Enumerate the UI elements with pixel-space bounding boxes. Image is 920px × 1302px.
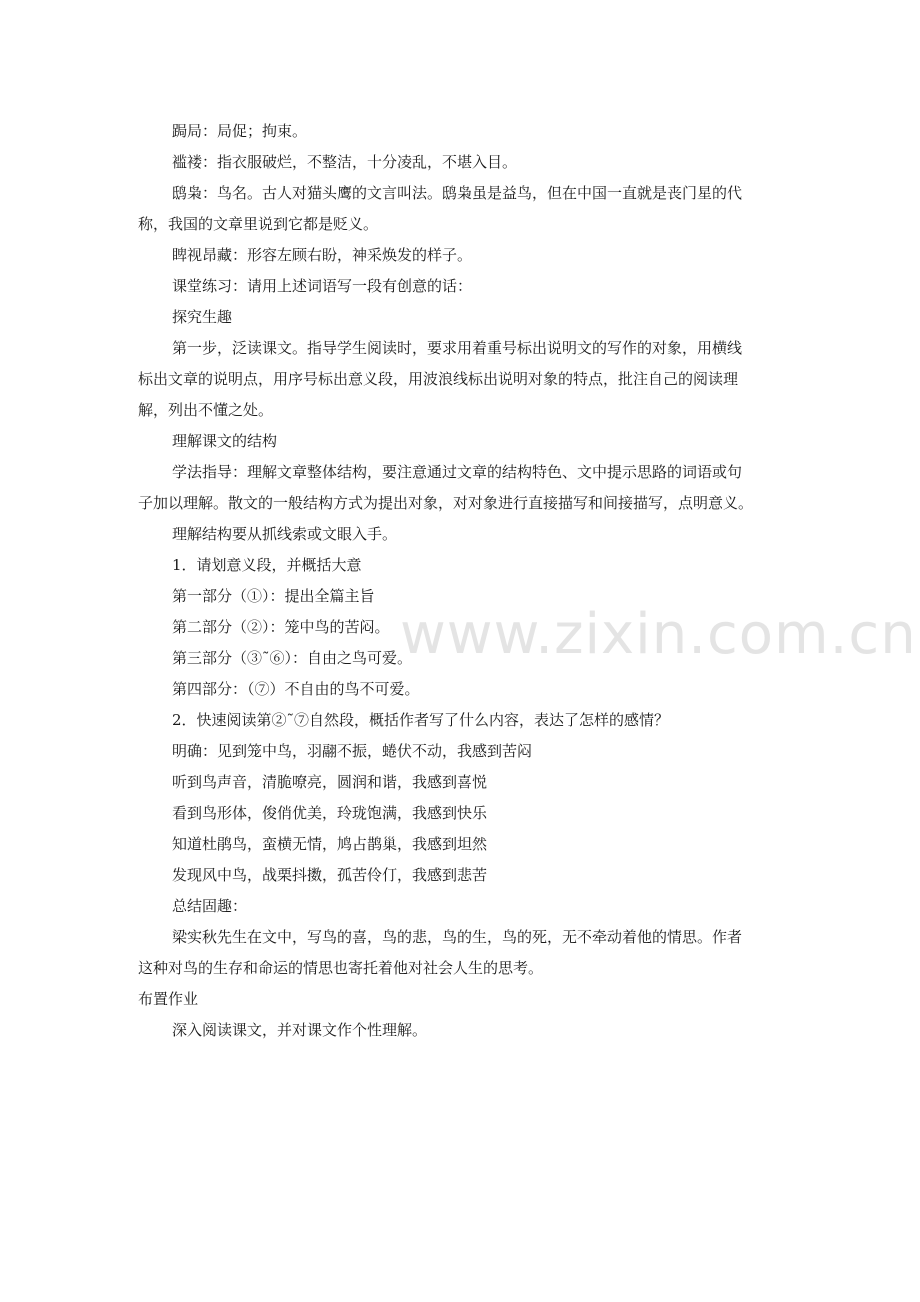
text-line: 明确：见到笼中鸟，羽翮不振，蜷伏不动，我感到苦闷: [172, 742, 533, 760]
text-line: 第四部分：（⑦）不自由的鸟不可爱。: [172, 680, 420, 698]
section-heading: 总结固趣：: [172, 897, 248, 915]
section-heading: 理解课文的结构: [172, 432, 278, 450]
text-line: 褴褛：指衣服破烂，不整洁，十分凌乱，不堪入目。: [172, 153, 518, 171]
text-line: 睥视昂藏：形容左顾右盼，神采焕发的样子。: [172, 246, 473, 264]
text-line: 鸱枭：鸟名。古人对猫头鹰的文言叫法。鸱枭虽是益鸟，但在中国一直就是丧门星的代: [172, 184, 743, 202]
text-line: 发现风中鸟，战栗抖擞，孤苦伶仃，我感到悲苦: [172, 866, 488, 884]
text-line: 跼局：局促；拘束。: [172, 122, 308, 140]
text-line: 2．快速阅读第②˜⑦自然段，概括作者写了什么内容，表达了怎样的感情？: [172, 711, 670, 729]
section-heading: 布置作业: [138, 990, 199, 1008]
text-line: 1．请划意义段，并概括大意: [172, 556, 362, 574]
text-line: 看到鸟形体，俊俏优美，玲珑饱满，我感到快乐: [172, 804, 488, 822]
text-line: 知道杜鹃鸟，蛮横无情，鸠占鹊巢，我感到坦然: [172, 835, 488, 853]
text-line: 课堂练习：请用上述词语写一段有创意的话：: [172, 277, 473, 295]
watermark: www.zixin.com.cn: [400, 602, 917, 667]
text-line: 深入阅读课文，并对课文作个性理解。: [172, 1021, 428, 1039]
text-line: 学法指导：理解文章整体结构，要注意通过文章的结构特色、文中提示思路的词语或句: [172, 463, 743, 481]
text-line: 这种对鸟的生存和命运的情思也寄托着他对社会人生的思考。: [138, 959, 544, 977]
text-line: 听到鸟声音，清脆嘹亮，圆润和谐，我感到喜悦: [172, 773, 488, 791]
text-line: 标出文章的说明点，用序号标出意义段，用波浪线标出说明对象的特点，批注自己的阅读理: [138, 370, 739, 388]
text-line: 解，列出不懂之处。: [138, 401, 274, 419]
text-line: 子加以理解。散文的一般结构方式为提出对象，对对象进行直接描写和间接描写，点明意义。: [138, 494, 754, 512]
text-line: 第一步，泛读课文。指导学生阅读时，要求用着重号标出说明文的写作的对象，用横线: [172, 339, 743, 357]
section-heading: 探究生趣: [172, 308, 233, 326]
text-line: 第三部分（③˜⑥）：自由之鸟可爱。: [172, 649, 413, 667]
text-line: 梁实秋先生在文中，写鸟的喜，鸟的悲，鸟的生，鸟的死，无不牵动着他的情思。作者: [172, 928, 743, 946]
text-line: 理解结构要从抓线索或文眼入手。: [172, 525, 398, 543]
text-line: 称，我国的文章里说到它都是贬义。: [138, 215, 379, 233]
text-line: 第二部分（②）：笼中鸟的苦闷。: [172, 618, 390, 636]
text-line: 第一部分（①）：提出全篇主旨: [172, 587, 375, 605]
